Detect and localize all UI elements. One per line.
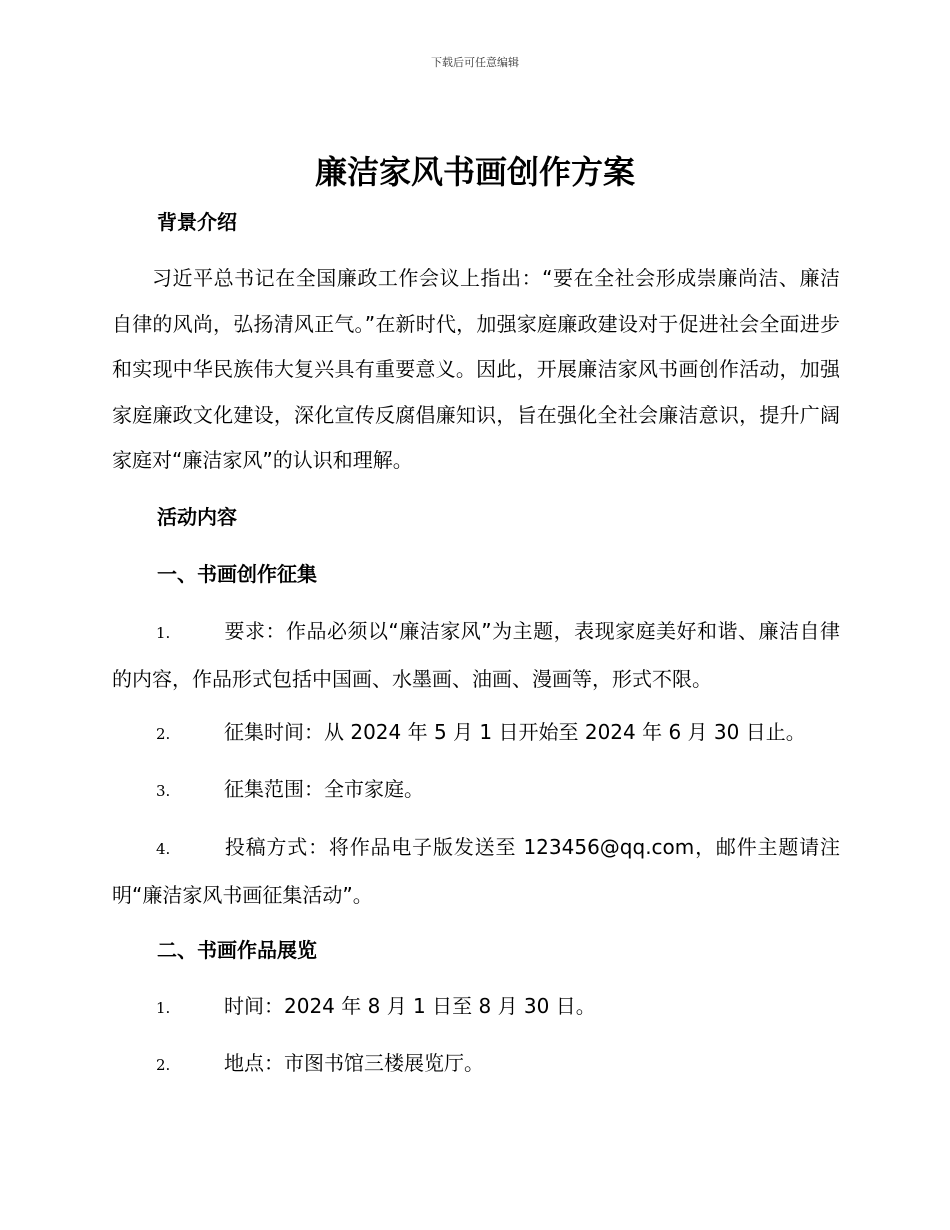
list-text: 时间：2024 年 8 月 1 日至 8 月 30 日。 [224,994,596,1018]
list-text: 投稿方式：将作品电子版发送至 123456@qq.com，邮件主题请注明“廉洁家风书画征集活动”。 [112,835,840,907]
list-number: 3. [156,782,171,800]
list-number: 2. [156,725,171,743]
section1-item-1 [112,609,840,702]
document-title: 廉洁家风书画创作方案 [314,153,635,191]
list-number: 4. [156,840,171,858]
section1-item-2 [112,710,840,758]
section2-item-1 [112,984,840,1032]
list-number: 1. [156,624,171,642]
activity-heading: 活动内容 [157,505,237,529]
list-number: 1. [156,999,171,1017]
list-text: 征集时间：从 2024 年 5 月 1 日开始至 2024 年 6 月 30 日止。 [224,720,806,744]
list-text: 地点：市图书馆三楼展览厅。 [224,1051,484,1075]
section1-heading: 一、书画创作征集 [157,562,317,586]
background-paragraph: 习近平总书记在全国廉政工作会议上指出：“要在全社会形成崇廉尚洁、廉洁自律的风尚，弘扬清风正气。”在新时代，加强家庭廉政建设对于促进社会全面进步和实现中华民族伟大复兴具有重要意义。因此，开展廉洁家风书画创作活动，加强家庭廉政文化建设，深化宣传反腐倡廉知识，旨在强化全社会廉洁意识，提升广阔家庭对“廉洁家风”的认识和理解。 [112,266,840,472]
section1-item-4 [112,825,840,918]
section1-item-3 [112,767,840,815]
list-text: 要求：作品必须以“廉洁家风”为主题，表现家庭美好和谐、廉洁自律的内容，作品形式包括中国画、水墨画、油画、漫画等，形式不限。 [112,619,840,691]
list-text: 征集范围：全市家庭。 [224,777,424,801]
section2-heading: 二、书画作品展览 [157,938,317,962]
header-note: 下载后可任意编辑 [431,56,519,69]
background-heading: 背景介绍 [157,210,237,234]
list-number: 2. [156,1056,171,1074]
section2-item-2 [112,1041,840,1089]
